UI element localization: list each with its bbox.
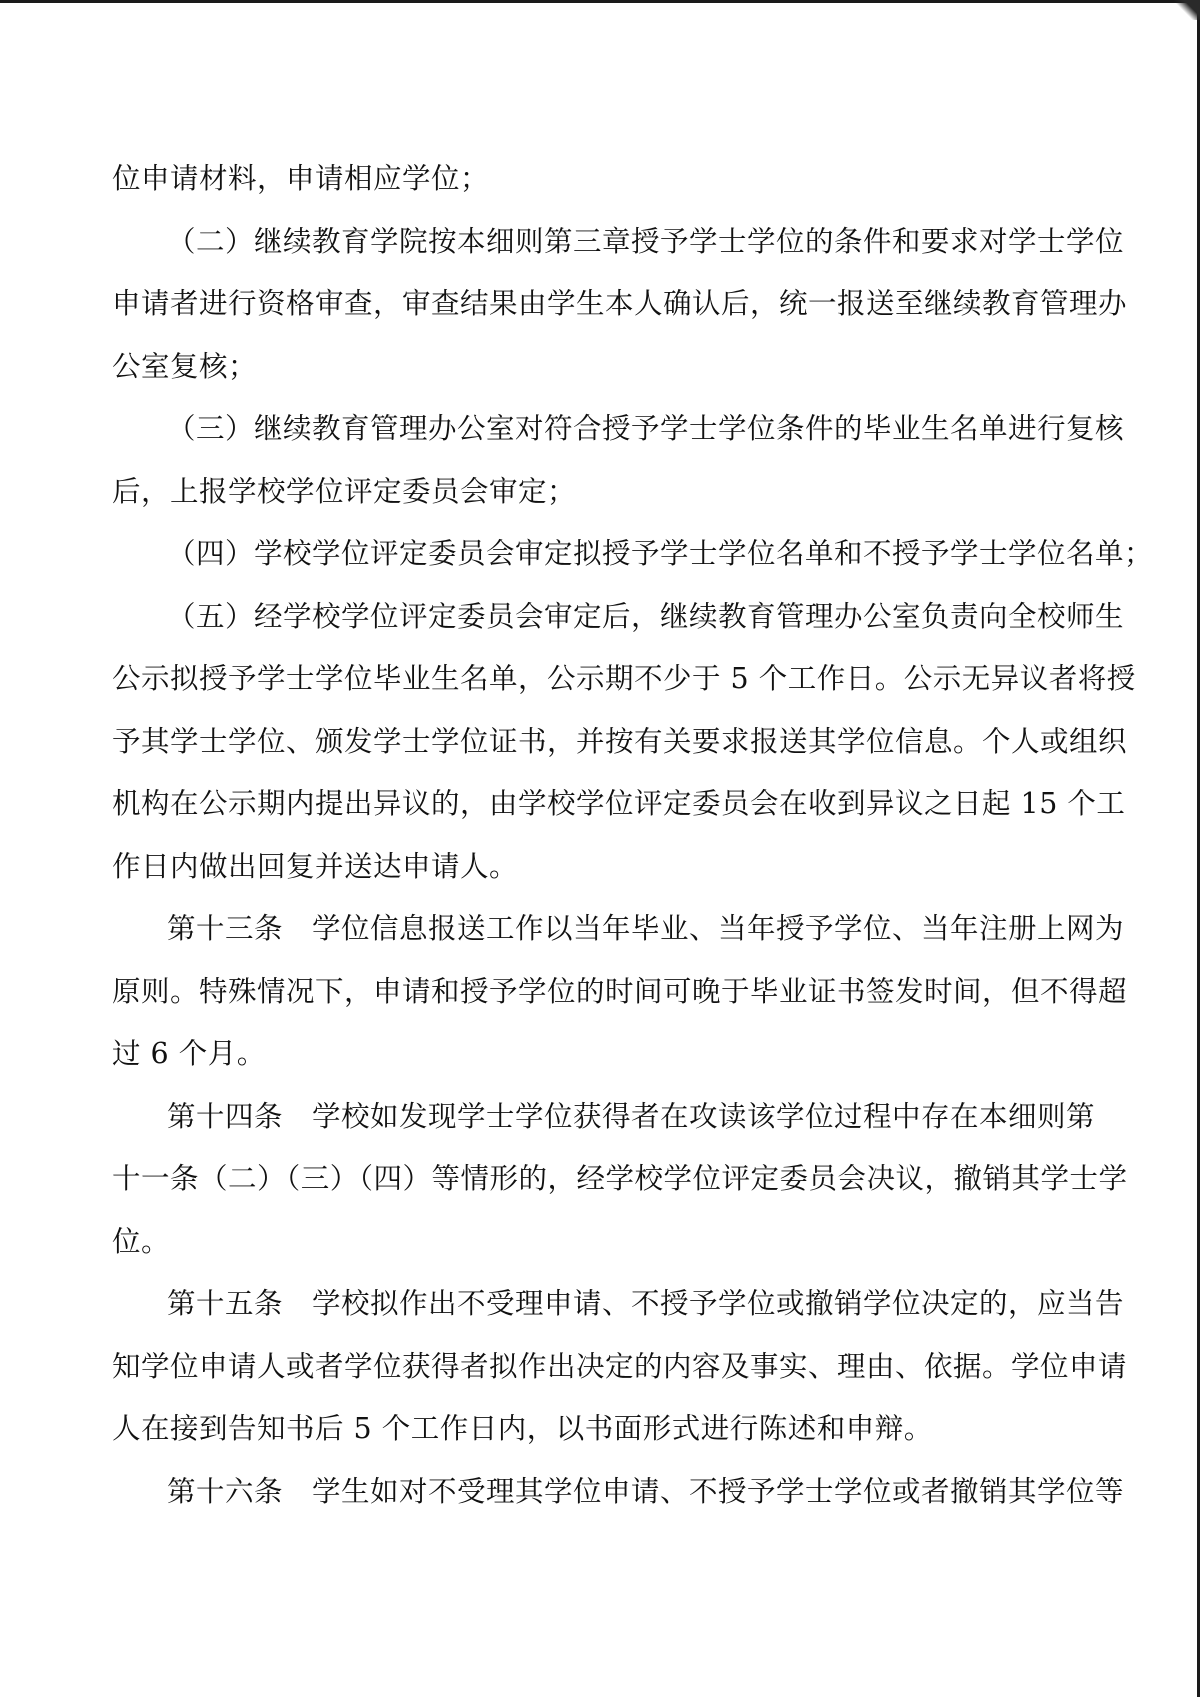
text-line: 第十四条 学校如发现学士学位获得者在攻读该学位过程中存在本细则第 [167,1099,1096,1133]
text-line: 十一条（二）（三）（四）等情形的，经学校学位评定委员会决议，撤销其学士学 [112,1162,1128,1195]
text-line: 知学位申请人或者学位获得者拟作出决定的内容及事实、理由、依据。学位申请 [112,1349,1128,1383]
text-line: 予其学士学位、颁发学士学位证书，并按有关要求报送其学位信息。个人或组织 [112,724,1128,758]
text-line: （三）继续教育管理办公室对符合授予学士学位条件的毕业生名单进行复核 [167,412,1125,445]
text-line: 过 6 个月。 [112,1037,266,1070]
text-line: 第十三条 学位信息报送工作以当年毕业、当年授予学位、当年注册上网为 [167,912,1125,945]
text-line: （五）经学校学位评定委员会审定后，继续教育管理办公室负责向全校师生 [167,599,1125,633]
scan-border-top [0,0,1200,3]
text-line: （二）继续教育学院按本细则第三章授予学士学位的条件和要求对学士学位 [167,224,1125,258]
text-line: 申请者进行资格审查，审查结果由学生本人确认后，统一报送至继续教育管理办 [112,287,1128,320]
text-line: 公示拟授予学士学位毕业生名单，公示期不少于 5 个工作日。公示无异议者将授 [112,662,1136,695]
text-line: 公室复核； [112,349,258,383]
text-line: 人在接到告知书后 5 个工作日内，以书面形式进行陈述和申辩。 [112,1412,933,1445]
document-body [112,148,1154,1523]
text-line: 后，上报学校学位评定委员会审定； [112,474,577,508]
scan-corner-shadow [1174,0,1200,20]
text-line: （四）学校学位评定委员会审定拟授予学士学位名单和不授予学士学位名单； [167,537,1154,570]
text-line: 机构在公示期内提出异议的，由学校学位评定委员会在收到异议之日起 15 个工 [112,787,1126,820]
text-line: 第十六条 学生如对不受理其学位申请、不授予学士学位或者撤销其学位等 [167,1474,1125,1508]
text-line: 第十五条 学校拟作出不受理申请、不授予学位或撤销学位决定的，应当告 [167,1287,1125,1320]
text-line: 位。 [112,1224,171,1258]
text-line: 位申请材料，申请相应学位； [112,162,490,195]
text-line: 作日内做出回复并送达申请人。 [112,849,519,883]
text-line: 原则。特殊情况下，申请和授予学位的时间可晚于毕业证书签发时间，但不得超 [112,974,1128,1008]
